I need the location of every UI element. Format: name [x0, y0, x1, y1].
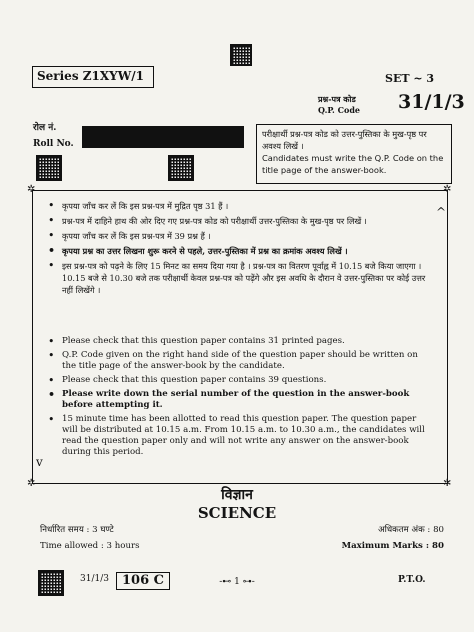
subject-title-english: SCIENCE — [197, 504, 277, 522]
qp-code-label-english: Q.P. Code — [318, 105, 361, 115]
instruction-english-3: • Please check that this question paper contains 39 questions. — [48, 375, 428, 386]
page-code-box: 106 C — [116, 572, 170, 590]
footer-code: 31/1/3 — [80, 574, 109, 584]
corner-star-icon: ✲ — [443, 478, 452, 489]
roll-label-english: Roll No. — [33, 139, 74, 149]
instructions-hindi-list — [48, 200, 428, 299]
top-qr-code — [230, 44, 252, 66]
qp-code-note-box — [256, 124, 452, 184]
instruction-hindi-3: • कृपया जाँच कर लें कि इस प्रश्न-पत्र में 39 प्रश्न हैं । — [48, 230, 428, 242]
instruction-english-1: • Please check that this question paper contains 31 printed pages. — [48, 336, 428, 347]
corner-star-icon: ✲ — [443, 184, 452, 195]
series-box: Series Z1XYW/1 — [32, 66, 154, 88]
middle-qr-code — [168, 155, 194, 181]
instruction-hindi-5: • इस प्रश्न-पत्र को पढ़ने के लिए 15 मिनट का समय दिया गया है । प्रश्न-पत्र का वितरण पूर्वाह्न में 10.15 बजे किया जाएगा । 10.15 बजे से 10.30 बजे तक परीक्षार्थी केवल प्रश्न-पत्र को पढ़ेंगे और इस अवधि के दौरान वे उत्तर-पुस्तिका पर कोई उत्तर नहीं लिखेंगे । — [48, 260, 428, 296]
roll-number-label — [33, 120, 74, 152]
left-qr-code — [36, 155, 62, 181]
set-label: SET ~ 3 — [385, 72, 435, 85]
roll-number-field — [82, 126, 244, 148]
instruction-hindi-1: • कृपया जाँच कर लें कि इस प्रश्न-पत्र में मुद्रित पृष्ठ 31 हैं । — [48, 200, 428, 212]
corner-star-icon: ✲ — [27, 478, 36, 489]
note-hindi: परीक्षार्थी प्रश्न-पत्र कोड को उत्तर-पुस्तिका के मुख-पृष्ठ पर अवश्य लिखें । — [262, 129, 427, 151]
qp-code-label-hindi: प्रश्न-पत्र कोड — [318, 94, 356, 104]
time-allowed — [40, 524, 140, 553]
down-arrow-icon: v — [36, 455, 43, 469]
instruction-hindi-2: • प्रश्न-पत्र में दाहिने हाथ की ओर दिए गए प्रश्न-पत्र कोड को परीक्षार्थी उत्तर-पुस्तिका के मुख-पृष्ठ पर लिखें । — [48, 215, 428, 227]
marks-hindi: अधिकतम अंक : 80 — [378, 525, 444, 535]
note-english: Candidates must write the Q.P. Code on the title page of the answer-book. — [262, 153, 444, 175]
instruction-english-2: • Q.P. Code given on the right hand side of the question paper should be written on the title page of the answer-book by the candidate. — [48, 350, 428, 372]
instruction-english-4: • Please write down the serial number of the question in the answer-book before attempting it. — [48, 389, 428, 411]
maximum-marks — [342, 524, 444, 553]
corner-star-icon: ✲ — [27, 184, 36, 195]
footer-qr-code — [38, 570, 64, 596]
marks-english: Maximum Marks : 80 — [341, 541, 444, 551]
subject-title-hindi: विज्ञान — [221, 487, 253, 503]
pto-label: P.T.O. — [398, 575, 426, 585]
roll-label-hindi: रोल नं. — [33, 123, 57, 133]
qp-code-label — [318, 94, 360, 116]
up-arrow-icon: ^ — [436, 205, 447, 219]
instructions-english-list — [48, 336, 428, 461]
instruction-english-5: • 15 minute time has been allotted to read this question paper. The question paper will be distributed at 10.15 a.m. From 10.15 a.m. to 10.30 a.m., the candidates will read the question paper only and will not write any answer on the answer-book during this period. — [48, 414, 428, 458]
instruction-hindi-4: • कृपया प्रश्न का उत्तर लिखना शुरू करने से पहले, उत्तर-पुस्तिका में प्रश्न का क्रमांक अवश्य लिखें । — [48, 245, 428, 257]
qp-code: 31/1/3 — [398, 91, 465, 113]
page-number: -⊷ 1 ⊶- — [219, 577, 255, 587]
time-english: Time allowed : 3 hours — [40, 541, 140, 551]
time-hindi: निर्धारित समय : 3 घण्टे — [40, 525, 114, 535]
